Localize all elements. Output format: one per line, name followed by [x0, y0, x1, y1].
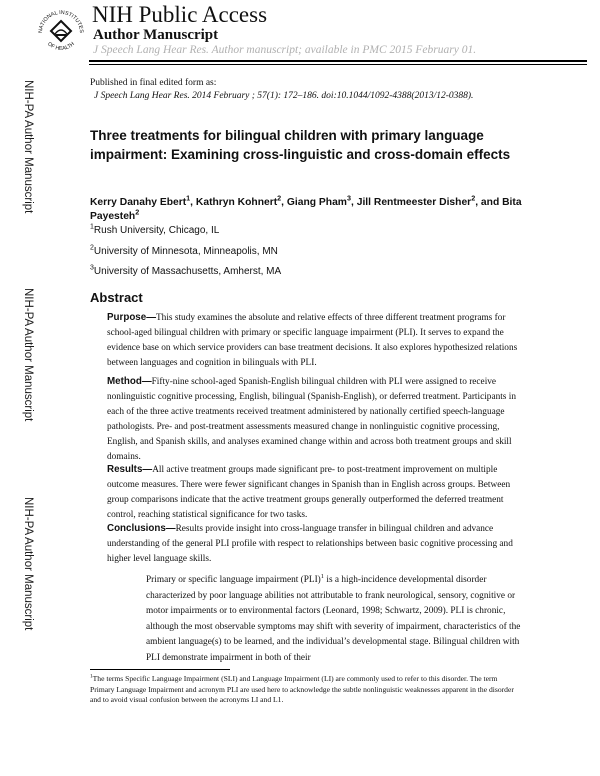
affiliation-sup: 3	[90, 264, 94, 272]
purpose-text: This study examines the absolute and relative effects of three different treatment programs for school-aged bilingual children with primary or specific language impairment (PLI). It serves to expand the evidence base on which service providers can base treatment decisions. It also explores hypothesized relations between languages and cognition in bilinguals with PLI.	[107, 313, 518, 368]
author-sup: 3	[346, 193, 351, 203]
author-manuscript-label: Author Manuscript	[93, 27, 219, 43]
affiliation-text: University of Massachusetts, Amherst, MA	[93, 266, 282, 277]
body-text-part1: Primary or specific language impairment (PLI)	[146, 575, 321, 585]
article-title: Three treatments for bilingual children with primary language impairment: Examining cross-linguistic and cross-domain effects	[90, 128, 511, 162]
footnote-sup: 1	[90, 673, 93, 680]
published-in-label: Published in final edited form as:	[90, 78, 217, 88]
author-sup: 1	[186, 193, 191, 203]
author-sup: 2	[135, 207, 140, 217]
method-label: Method—	[107, 376, 152, 387]
author-list	[90, 193, 530, 223]
abstract-purpose	[107, 310, 523, 371]
author-sep: ,	[190, 197, 196, 208]
availability-line: J Speech Lang Hear Res. Author manuscript; available in PMC 2015 February 01.	[93, 44, 477, 56]
author-name: Kerry Danahy Ebert	[90, 197, 187, 208]
affiliation-1	[90, 225, 219, 237]
citation-text: J Speech Lang Hear Res. 2014 February ; 57(1): 172–186. doi:10.1044/1092-4388(2013/12-0388).	[94, 91, 474, 101]
abstract-method	[107, 374, 523, 465]
seal-top-text: NATIONAL INSTITUTES	[37, 9, 85, 34]
affiliation-text: Rush University, Chicago, IL	[93, 225, 220, 236]
footnote-rule	[90, 669, 230, 670]
footnote-text: The terms Specific Language Impairment (SLI) and Language Impairment (LI) are commonly used to refer to this disorder. The term Primary Language Impairment and acronym PLI are used here to acknowledge the subtle nonlinguistic weaknesses apparent in the disorder and to avoid visual confusion between the acronyms LI and L1.	[90, 674, 514, 704]
author-sep: , and	[475, 197, 503, 208]
nih-public-access-title: NIH Public Access	[92, 2, 268, 27]
conclusions-text: Results provide insight into cross-language transfer in bilingual children and advance understanding of the general PLI profile with respect to relationships between basic cognitive processing and higher level language skills.	[107, 524, 513, 564]
author-name: Giang Pham	[286, 197, 347, 208]
abstract-results	[107, 462, 523, 523]
affiliation-sup: 2	[90, 244, 94, 252]
author-sep: ,	[281, 197, 287, 208]
citation-line	[94, 90, 473, 102]
sidebar-label-middle: NIH-PA Author Manuscript	[22, 288, 34, 422]
body-paragraph	[146, 573, 522, 666]
nih-seal-logo	[34, 4, 88, 58]
affiliation-2	[90, 246, 278, 258]
sidebar-label-top: NIH-PA Author Manuscript	[22, 80, 34, 214]
footnote-ref[interactable]: 1	[320, 572, 325, 580]
author-sep: ,	[350, 197, 357, 208]
header-rule-bottom	[89, 64, 587, 65]
author-name: Bita Payesteh	[90, 197, 522, 222]
results-text: All active treatment groups made significant pre- to post-treatment improvement on multiple outcome measures. There were fewer significant changes in Spanish than in English across groups. Between group comparisons indicate that the active treatment groups generally outperformed the deferred treatment control, reaching statistical significance for two tasks.	[107, 465, 511, 520]
method-text: Fifty-nine school-aged Spanish-English bilingual children with PLI were assigned to receive nonlinguistic cognitive processing, English, bilingual (Spanish-English), or deferred treatment. Participants in each of the three active treatments received treatment administered by nationally certified speech-language pathologists. Pre- and post-treatment assessments measured change in nonlinguistic cognitive processing, English, and Spanish skills, and analyses examined change within and across both treatment groups and skill domains.	[107, 377, 516, 462]
purpose-label: Purpose—	[107, 312, 156, 323]
seal-bottom-text: OF HEALTH	[46, 41, 76, 52]
footnote	[90, 674, 522, 706]
sidebar-label-bottom: NIH-PA Author Manuscript	[22, 497, 34, 631]
author-name: Kathryn Kohnert	[195, 197, 278, 208]
affiliation-sup: 1	[90, 223, 94, 231]
header-rule-top	[89, 60, 587, 62]
abstract-conclusions	[107, 521, 523, 567]
body-text-part2: is a high-incidence developmental disorder characterized by poor language abilities not attributable to frank neurological, sensory, cognitive or motor impairments or to environmental factors (Leonard, 1998; Schwartz, 2009). PLI is chronic, although the most observable symptoms may shift with severity of impairment, characteristics of the ambient language(s) to be learned, and the individual’s developmental stage. Bilingual children with PLI demonstrate impairment in both of their	[146, 575, 521, 663]
affiliation-text: University of Minnesota, Minneapolis, MN	[93, 246, 278, 257]
abstract-heading: Abstract	[90, 290, 143, 305]
author-sup: 2	[471, 193, 476, 203]
affiliation-3	[90, 266, 281, 278]
results-label: Results—	[107, 464, 153, 475]
author-name: Jill Rentmeester Disher	[356, 197, 472, 208]
author-sup: 2	[277, 193, 282, 203]
svg-text:OF HEALTH	[46, 41, 76, 52]
conclusions-label: Conclusions—	[107, 523, 176, 534]
